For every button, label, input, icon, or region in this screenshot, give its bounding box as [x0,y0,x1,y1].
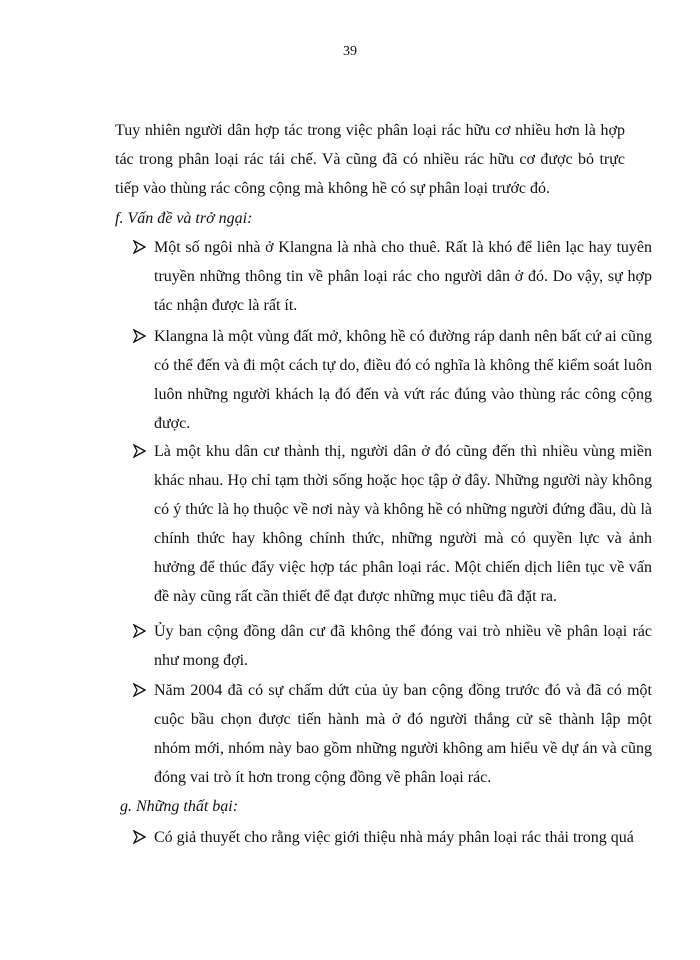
arrowhead-bullet-icon [132,830,146,844]
arrowhead-bullet-icon [132,624,146,638]
arrowhead-bullet-icon [132,444,146,458]
bullet-text: Ủy ban cộng đồng dân cư đã không thể đóng vai trò nhiều về phân loại rác như mong đợi. [154,623,652,669]
bullet-text: Năm 2004 đã có sự chấm dứt của ủy ban cộng đồng trước đó và đã có một cuộc bầu chọn được tiến hành mà ở đó người thắng cử sẽ thành lập một nhóm mới, nhóm này bao gồm những người không am hiểu về dự án và cũng đóng vai trò ít hơn trong cộng đồng về phân loại rác. [154,682,652,786]
list-item [132,676,652,792]
bullet-text: Là một khu dân cư thành thị, người dân ở đó cũng đến thì nhiều vùng miền khác nhau. Họ chỉ tạm thời sống hoặc học tập ở đây. Những người này không có ý thức là họ thuộc về nơi này và không hề có những người đứng đầu, dù là chính thức hay không chính thức, những người mà có quyền lực và ảnh hưởng để thúc đẩy việc hợp tác phân loại rác. Một chiến dịch liên tục về vấn đề này cũng rất cần thiết để đạt được những mục tiêu đã đặt ra. [154,443,652,605]
intro-paragraph: Tuy nhiên người dân hợp tác trong việc phân loại rác hữu cơ nhiều hơn là hợp tác trong phân loại rác tái chế. Và cũng đã có nhiều rác hữu cơ được bỏ trực tiếp vào thùng rác công cộng mà không hề có sự phân loại trước đó. [115,122,625,197]
bullet-text: Một số ngôi nhà ở Klangna là nhà cho thuê. Rất là khó để liên lạc hay tuyên truyền những thông tin về phân loại rác cho người dân ở đó. Do vậy, sự hợp tác nhận được là rất ít. [154,239,652,314]
arrowhead-bullet-icon [132,329,146,343]
list-item [132,823,652,852]
bullet-text: Klangna là một vùng đất mở, không hề có đường ráp danh nên bất cứ ai cũng có thể đến và đi một cách tự do, điều đó có nghĩa là không thể kiểm soát luôn luôn những người khách lạ đó đến và vứt rác đúng vào thùng rác công cộng được. [154,328,652,432]
arrowhead-bullet-icon [132,240,146,254]
arrowhead-bullet-icon [132,683,146,697]
page-number: 39 [343,44,357,59]
list-item [132,322,652,438]
list-item [132,617,652,675]
section-f-heading: f. Vấn đề và trở ngại: [115,210,253,227]
section-g-heading: g. Những thất bại: [120,798,239,815]
list-item [132,233,652,320]
bullet-text: Có giả thuyết cho rằng việc giới thiệu nhà máy phân loại rác thải trong quá [154,829,634,846]
list-item [132,437,652,611]
